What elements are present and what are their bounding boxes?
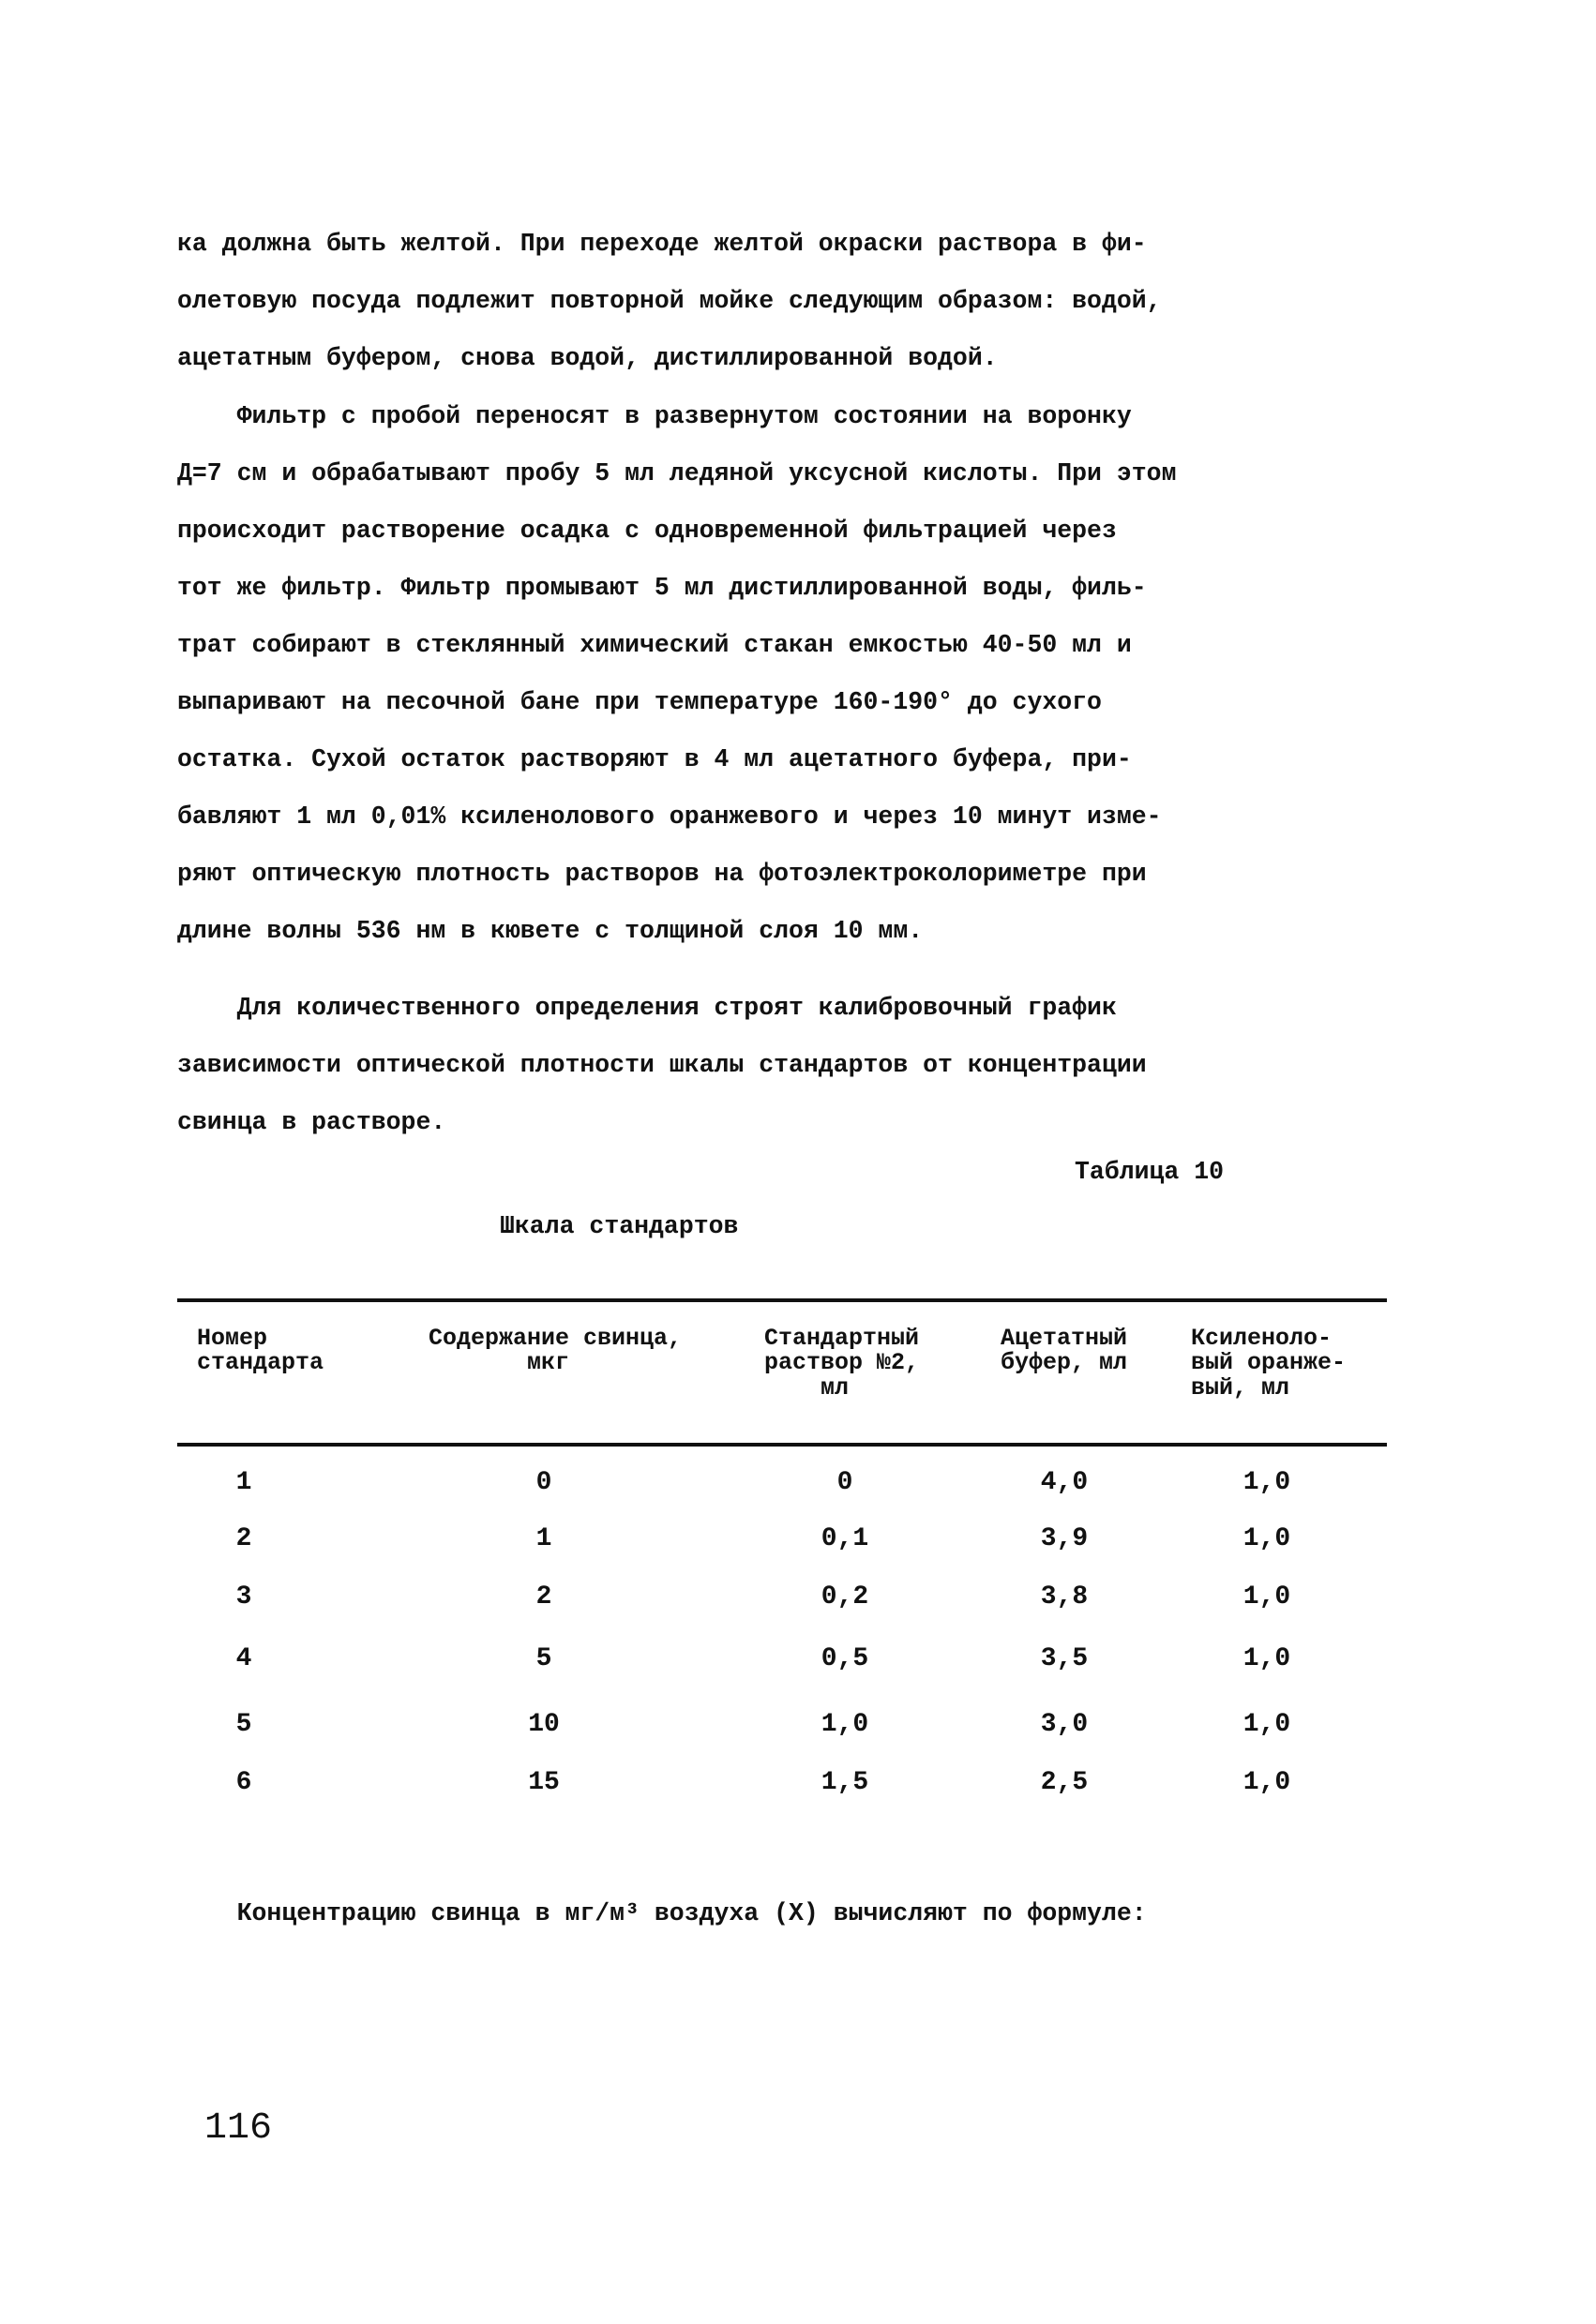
table-cell: 10 <box>528 1710 560 1739</box>
table-cell: 4 <box>235 1644 252 1673</box>
table-cell: 2 <box>235 1524 252 1553</box>
table-cell: 5 <box>235 1710 252 1739</box>
table-cell: 2 <box>535 1582 552 1612</box>
text-line: ряют оптическую плотность растворов на фотоэлектроколориметре при <box>177 860 1147 888</box>
text-line: бавляют 1 мл 0,01% ксиленолового оранжевого и через 10 минут изме- <box>177 802 1162 831</box>
table-cell: 1,5 <box>821 1768 869 1797</box>
table-cell: 3,5 <box>1040 1644 1089 1673</box>
table-cell: 1 <box>235 1468 252 1497</box>
header-xylenol-orange: Ксиленоло- вый оранже- вый, мл <box>1191 1325 1347 1402</box>
text-line: олетовую посуда подлежит повторной мойке следующим образом: водой, <box>177 287 1162 315</box>
page-number: 116 <box>204 2107 273 2150</box>
table-cell: 4,0 <box>1040 1468 1089 1497</box>
table-cell: 0,1 <box>821 1524 869 1553</box>
text-line: свинца в растворе. <box>177 1108 446 1136</box>
table-cell: 0,2 <box>821 1582 869 1612</box>
header-number: Номер стандарта <box>197 1325 324 1377</box>
text-line: ацетатным буфером, снова водой, дистиллированной водой. <box>177 344 998 372</box>
text-line: Фильтр с пробой переносят в развернутом состоянии на воронку <box>177 402 1132 430</box>
table-cell: 1,0 <box>1242 1582 1291 1612</box>
table-cell: 6 <box>235 1768 252 1797</box>
table-cell: 3,9 <box>1040 1524 1089 1553</box>
formula-intro: Концентрацию свинца в мг/м³ воздуха (X) вычисляют по формуле: <box>177 1899 1147 1927</box>
header-acetate-buffer: Ацетатный буфер, мл <box>1001 1325 1128 1377</box>
table-cell: 0,5 <box>821 1644 869 1673</box>
table-label: Таблица 10 <box>1075 1158 1225 1186</box>
table-header-rule <box>177 1443 1387 1447</box>
text-line: длине волны 536 нм в кювете с толщиной слоя 10 мм. <box>177 917 924 945</box>
table-cell: 3,8 <box>1040 1582 1089 1612</box>
text-line: ка должна быть желтой. При переходе желтой окраски раствора в фи- <box>177 230 1147 258</box>
table-top-rule <box>177 1298 1387 1302</box>
table-cell: 2,5 <box>1040 1768 1089 1797</box>
table-cell: 1,0 <box>1242 1710 1291 1739</box>
table-cell: 1,0 <box>1242 1524 1291 1553</box>
text-line: Д=7 см и обрабатывают пробу 5 мл ледяной уксусной кислоты. При этом <box>177 459 1177 487</box>
text-line: тот же фильтр. Фильтр промывают 5 мл дистиллированной воды, филь- <box>177 574 1147 602</box>
header-standard-solution: Стандартный раствор №2, мл <box>764 1325 920 1402</box>
table-cell: 1,0 <box>1242 1468 1291 1497</box>
text-line: происходит растворение осадка с одновременной фильтрацией через <box>177 517 1117 545</box>
text-line: Для количественного определения строят калибровочный график <box>177 994 1117 1022</box>
text-line: выпаривают на песочной бане при температуре 160-190° до сухого <box>177 688 1102 716</box>
table-cell: 15 <box>528 1768 560 1797</box>
header-lead-content: Содержание свинца, мкг <box>429 1325 683 1377</box>
table-cell: 0 <box>535 1468 552 1497</box>
table-cell: 1,0 <box>1242 1768 1291 1797</box>
table-cell: 5 <box>535 1644 552 1673</box>
table-title: Шкала стандартов <box>500 1212 739 1240</box>
table-cell: 3 <box>235 1582 252 1612</box>
text-line: остатка. Сухой остаток растворяют в 4 мл ацетатного буфера, при- <box>177 745 1132 773</box>
table-cell: 1 <box>535 1524 552 1553</box>
text-line: зависимости оптической плотности шкалы стандартов от концентрации <box>177 1051 1147 1079</box>
table-cell: 1,0 <box>1242 1644 1291 1673</box>
table-cell: 0 <box>836 1468 853 1497</box>
text-line: трат собирают в стеклянный химический стакан емкостью 40-50 мл и <box>177 631 1132 659</box>
table-cell: 1,0 <box>821 1710 869 1739</box>
table-cell: 3,0 <box>1040 1710 1089 1739</box>
